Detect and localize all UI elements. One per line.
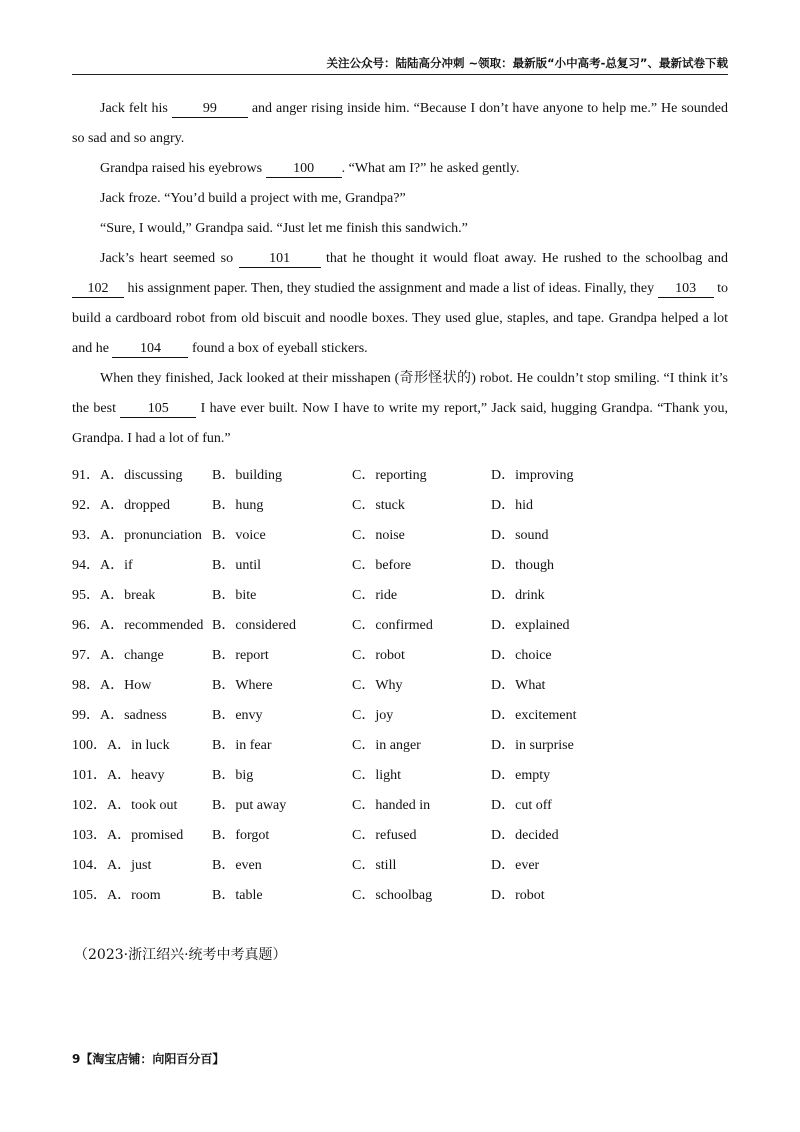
question-row: 94．A．if B．until C．before D．though [72, 558, 554, 573]
page-header [72, 56, 728, 75]
question-row: 95．A．break B．bite C．ride D．drink [72, 588, 545, 603]
reading-passage [72, 94, 728, 454]
question-row: 96．A．recommended B．considered C．confirmed D．explained [72, 618, 570, 633]
blank-104: 104 [112, 340, 188, 358]
blank-105: 105 [120, 400, 196, 418]
source-note: （2023·浙江绍兴·统考中考真题） [74, 947, 287, 963]
passage-paragraph: Jack’s heart seemed so 101 that he thought it would float away. He rushed to the schoolbag and 102 his assignment paper. Then, they studied the assignment and made a list of ideas. Finally, they 103 to build a cardboard robot from old biscuit and noodle boxes. They used glue, staples, and tape. Grandpa helped a lot and he 104 found a box of eyeball stickers. [72, 251, 729, 356]
page-footer: 9【淘宝店铺：向阳百分百】 [72, 1052, 225, 1066]
question-row: 91．A．discussing B．building C．reporting D．improving [72, 468, 574, 483]
question-row: 105．A．room B．table C．schoolbag D．robot [72, 888, 545, 903]
question-row: 101．A．heavy B．big C．light D．empty [72, 768, 551, 783]
question-row: 97．A．change B．report C．robot D．choice [72, 648, 552, 663]
question-row: 99．A．sadness B．envy C．joy D．excitement [72, 708, 577, 723]
question-row: 104．A．just B．even C．still D．ever [72, 858, 540, 873]
blank-99: 99 [172, 100, 248, 118]
blank-100: 100 [266, 160, 342, 178]
question-row: 100．A．in luck B．in fear C．in anger D．in surprise [72, 738, 574, 753]
question-row: 103．A．promised B．forgot C．refused D．decided [72, 828, 559, 843]
blank-103: 103 [658, 280, 714, 298]
passage-paragraph: Jack froze. “You’d build a project with me, Grandpa?” [100, 191, 406, 206]
passage-paragraph: Jack felt his 99 and anger rising inside him. “Because I don’t have anyone to help me.” He sounded so sad and so angry. [72, 101, 728, 146]
header-text: 关注公众号：陆陆高分冲刺 ~领取：最新版“小中高考-总复习”、最新试卷下载 [326, 56, 728, 70]
question-row: 93．A．pronunciation B．voice C．noise D．sound [72, 528, 549, 543]
blank-101: 101 [239, 250, 321, 268]
question-row: 92．A．dropped B．hung C．stuck D．hid [72, 498, 533, 513]
question-row: 102．A．took out B．put away C．handed in D．cut off [72, 798, 552, 813]
question-row: 98．A．How B．Where C．Why D．What [72, 678, 546, 693]
passage-paragraph: Grandpa raised his eyebrows 100 . “What am I?” he asked gently. [100, 161, 520, 176]
blank-102: 102 [72, 280, 124, 298]
question-options [72, 461, 728, 911]
passage-paragraph: “Sure, I would,” Grandpa said. “Just let me finish this sandwich.” [100, 221, 468, 236]
passage-paragraph: When they finished, Jack looked at their misshapen (奇形怪状的) robot. He couldn’t stop smiling. “I think it’s the best 105 I have ever built. Now I have to write my report,” Jack said, hugging Grandpa. “Thank you, Grandpa. I had a lot of fun.” [72, 371, 729, 446]
